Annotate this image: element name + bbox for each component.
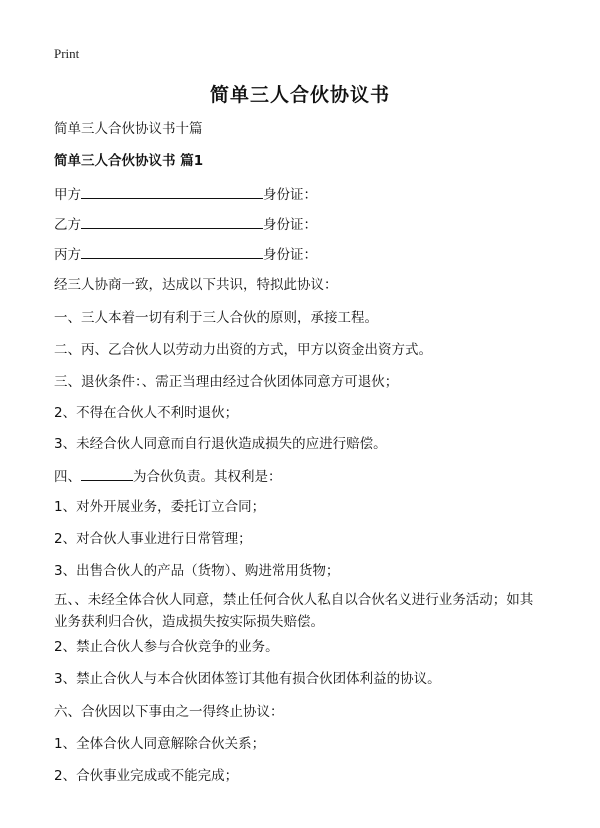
clause-4: [54, 466, 282, 486]
party-c-label: 丙方: [54, 247, 81, 263]
party-a-id-label: 身份证：: [263, 187, 317, 203]
document-subtitle: 简单三人合伙协议书十篇: [54, 121, 203, 137]
party-a-line: [54, 184, 317, 204]
party-a-blank: [81, 184, 263, 199]
clause-4-item-3: 3、出售合伙人的产品（货物）、购进常用货物；: [54, 563, 340, 579]
party-b-line: [54, 214, 317, 234]
clause-5: 五、、未经全体合伙人同意，禁止任何合伙人私自以合伙名义进行业务活动；如其业务获利归合伙，造成损失按实际损失赔偿。: [54, 592, 534, 630]
clause-5-item-2: 2、禁止合伙人参与合伙竞争的业务。: [54, 639, 279, 655]
clause-6-item-1: 1、全体合伙人同意解除合伙关系；: [54, 736, 266, 752]
intro-paragraph: 经三人协商一致，达成以下共识，特拟此协议：: [54, 277, 338, 293]
clause-4-suffix: 为合伙负责。其权利是：: [133, 469, 282, 485]
clause-4-item-2: 2、对合伙人事业进行日常管理；: [54, 531, 252, 547]
clause-2: 二、丙、乙合伙人以劳动力出资的方式，甲方以资金出资方式。: [54, 342, 432, 358]
clause-4-prefix: 四、: [54, 469, 81, 485]
section-heading: 简单三人合伙协议书 篇1: [54, 153, 204, 169]
document-title: 简单三人合伙协议书: [209, 84, 390, 106]
party-b-id-label: 身份证：: [263, 217, 317, 233]
clause-4-item-1: 1、对外开展业务，委托订立合同；: [54, 499, 266, 515]
clause-6-item-2: 2、合伙事业完成或不能完成；: [54, 768, 239, 784]
clause-4-blank: [81, 466, 133, 481]
clause-6: 六、合伙因以下事由之一得终止协议：: [54, 704, 284, 720]
party-c-blank: [81, 244, 263, 259]
party-c-id-label: 身份证：: [263, 247, 317, 263]
clause-3-item-3: 3、未经合伙人同意而自行退伙造成损失的应进行赔偿。: [54, 436, 387, 452]
party-a-label: 甲方: [54, 187, 81, 203]
print-link[interactable]: Print: [54, 46, 80, 61]
clause-5-item-3: 3、禁止合伙人与本合伙团体签订其他有损合伙团体利益的协议。: [54, 671, 441, 687]
clause-3-item-2: 2、不得在合伙人不利时退伙；: [54, 405, 239, 421]
party-b-label: 乙方: [54, 217, 81, 233]
clause-3: 三、退伙条件：、需正当理由经过合伙团体同意方可退伙；: [54, 374, 399, 390]
clause-1: 一、三人本着一切有利于三人合伙的原则，承接工程。: [54, 310, 378, 326]
party-c-line: [54, 244, 317, 264]
party-b-blank: [81, 214, 263, 229]
